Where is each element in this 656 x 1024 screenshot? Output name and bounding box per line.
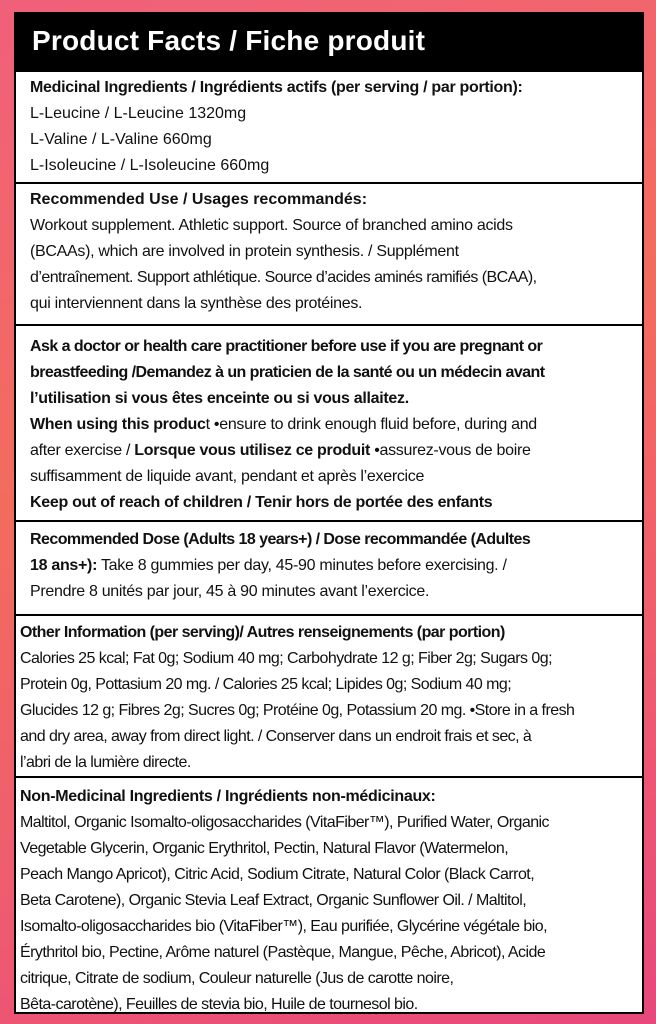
other-information-line: Calories 25 kcal; Fat 0g; Sodium 40 mg; Carbohydrate 12 g; Fiber 2g; Sugars 0g; (20, 650, 552, 667)
when-using-line (30, 412, 634, 438)
recommended-dose-heading: Recommended Dose (Adults 18 years+) / Dose recommandée (Adultes (30, 531, 531, 548)
warning-line: Ask a doctor or health care practitioner before use if you are pregnant or (30, 338, 543, 355)
non-medicinal-line: Érythritol bio, Pectine, Arôme naturel (Pastèque, Mangue, Pêche, Abricot), Acide (20, 944, 546, 961)
product-facts-header (16, 14, 642, 70)
recommended-use-line: qui interviennent dans la synthèse des protéines. (30, 295, 363, 312)
non-medicinal-ingredients-section (16, 776, 642, 1012)
other-information-section (16, 614, 642, 776)
when-using-label: When using this produc (30, 416, 206, 433)
recommended-use-heading: Recommended Use / Usages recommandés: (30, 191, 368, 208)
warning-line: l’utilisation si vous êtes enceinte ou si vous allaitez. (30, 390, 409, 407)
when-using-text-fr: •assurez-vous de boire (370, 442, 531, 459)
when-using-line-2 (30, 438, 634, 464)
non-medicinal-line: Bêta-carotène), Feuilles de stevia bio, Huile de tournesol bio. (20, 996, 418, 1013)
warning-line: breastfeeding /Demandez à un praticien de la santé ou un médecin avant (30, 364, 545, 381)
other-information-line: and dry area, away from direct light. / Conserver dans un endroit frais et sec, à (20, 728, 532, 745)
recommended-dose-line (30, 553, 634, 579)
non-medicinal-line: Peach Mango Apricot), Citric Acid, Sodium Citrate, Natural Color (Black Carrot, (20, 866, 535, 883)
recommended-dose-section (16, 520, 642, 614)
non-medicinal-line: Maltitol, Organic Isomalto-oligosaccharides (VitaFiber™), Purified Water, Organic (20, 814, 549, 831)
when-using-label-fr: Lorsque vous utilisez ce produit (134, 442, 371, 459)
recommended-use-line: (BCAAs), which are involved in protein synthesis. / Supplément (30, 243, 459, 260)
when-using-text: t •ensure to drink enough fluid before, during and (205, 416, 537, 433)
medicinal-ingredients-heading: Medicinal Ingredients / Ingrédients actifs (per serving / par portion): (30, 79, 523, 96)
recommended-dose-heading-end: 18 ans+): (30, 557, 98, 574)
product-facts-panel (14, 12, 644, 1014)
other-information-heading: Other Information (per serving)/ Autres renseignements (par portion) (20, 624, 505, 641)
medicinal-ingredients-section (16, 70, 642, 182)
recommended-use-line: Workout supplement. Athletic support. Source of branched amino acids (30, 217, 513, 234)
page-title: Product Facts / Fiche produit (32, 25, 426, 56)
ingredient-isoleucine: L-Isoleucine / L-Isoleucine 660mg (30, 157, 270, 174)
recommended-use-line: d’entraînement. Support athlétique. Source d’acides aminés ramifiés (BCAA), (30, 269, 537, 286)
keep-out-of-reach: Keep out of reach of children / Tenir hors de portée des enfants (30, 494, 493, 511)
non-medicinal-line: Isomalto-oligosaccharides bio (VitaFiber™), Eau purifiée, Glycérine végétale bio, (20, 918, 547, 935)
ingredient-valine: L-Valine / L-Valine 660mg (30, 131, 212, 148)
when-using-line-3: suffisamment de liquide avant, pendant et après l’exercice (30, 468, 425, 485)
other-information-line: l’abri de la lumière directe. (20, 754, 191, 771)
other-information-line: Protein 0g, Pottasium 20 mg. / Calories 25 kcal; Lipides 0g; Sodium 40 mg; (20, 676, 512, 693)
recommended-dose-text: Take 8 gummies per day, 45-90 minutes before exercising. / (97, 557, 507, 574)
cautions-section (16, 324, 642, 520)
non-medicinal-heading: Non-Medicinal Ingredients / Ingrédients non-médicinaux: (20, 788, 436, 805)
recommended-use-section (16, 182, 642, 324)
other-information-line: Glucides 12 g; Fibres 2g; Sucres 0g; Protéine 0g, Potassium 20 mg. •Store in a fresh (20, 702, 575, 719)
non-medicinal-line: Vegetable Glycerin, Organic Erythritol, Pectin, Natural Flavor (Watermelon, (20, 840, 509, 857)
non-medicinal-line: citrique, Citrate de sodium, Couleur naturelle (Jus de carotte noire, (20, 970, 454, 987)
non-medicinal-line: Beta Carotene), Organic Stevia Leaf Extract, Organic Sunflower Oil. / Maltitol, (20, 892, 527, 909)
when-using-text-2: after exercise / (30, 442, 135, 459)
recommended-dose-line-fr: Prendre 8 unités par jour, 45 à 90 minutes avant l’exercice. (30, 583, 430, 600)
ingredient-leucine: L-Leucine / L-Leucine 1320mg (30, 105, 247, 122)
